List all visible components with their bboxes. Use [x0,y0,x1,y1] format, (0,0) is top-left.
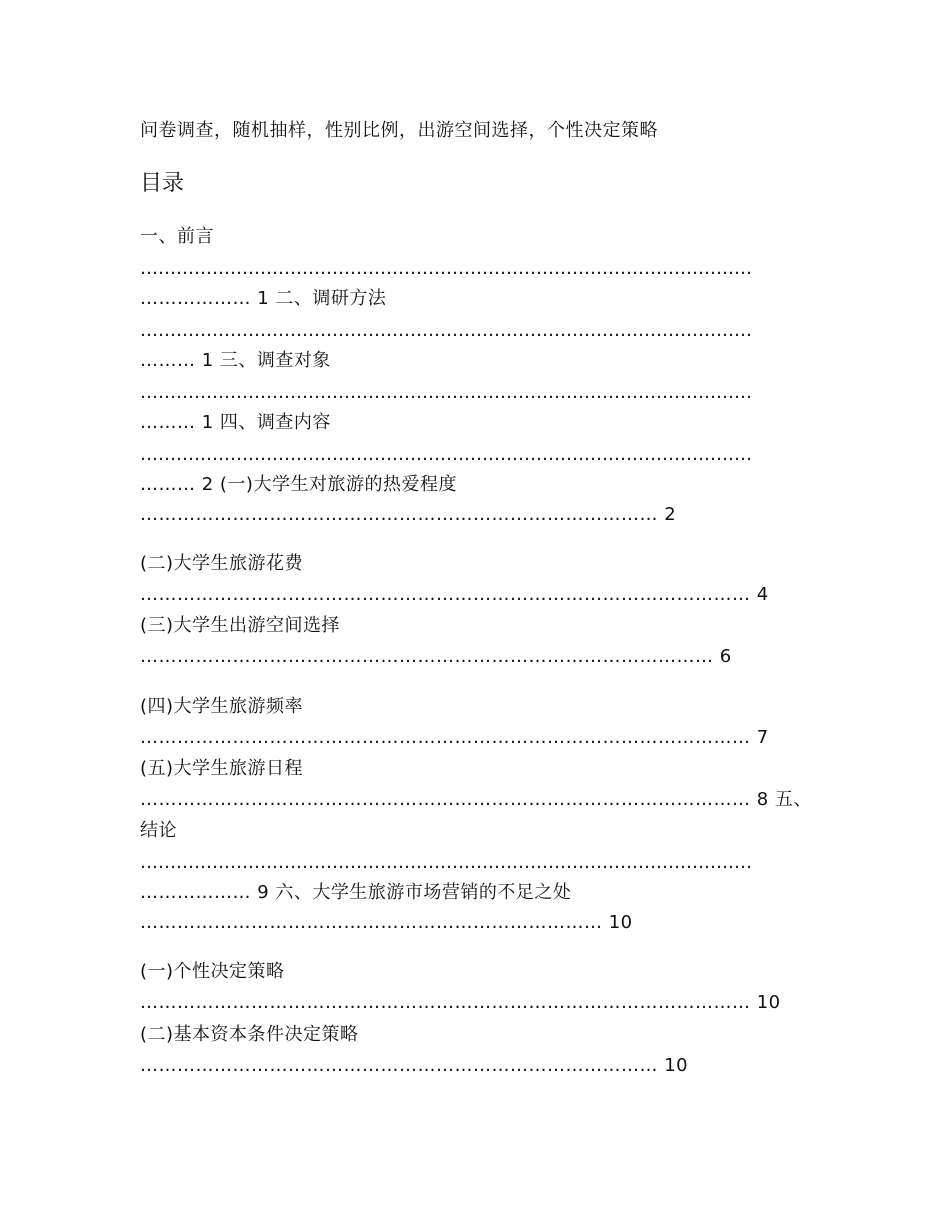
toc-entry-conclusion: 结论 [140,820,177,841]
toc-leader: ………………………………………………………………………………………… [140,320,752,341]
toc-leader: ………………………………………………………………………………………… [140,382,752,403]
toc-leader-page: ………………………………………………………………… 10 [140,912,633,933]
toc-leader-page: ……………………………………………………………………………………… 8 五、 [140,789,812,810]
toc-leader-page: ………………………………………………………………………… 2 [140,504,677,525]
toc-entry-schedule: (五)大学生旅游日程 [140,758,304,779]
toc-entry-space: (三)大学生出游空间选择 [140,615,341,636]
toc-leader: ………………………………………………………………………………………… [140,444,752,465]
toc-entry-personality: (一)个性决定策略 [140,961,285,982]
toc-entry-content: ……… 1 四、调查内容 [140,412,331,433]
toc-leader-page: ……………………………………………………………………………………… 4 [140,584,769,605]
toc-leader-page: ……………………………………………………………………………………… 7 [140,727,769,748]
toc-entry-preface: 一、前言 [140,226,214,247]
toc-leader: ………………………………………………………………………………………… [140,852,752,873]
toc-entry-capital: (二)基本资本条件决定策略 [140,1024,359,1045]
toc-entry-cost: (二)大学生旅游花费 [140,553,304,574]
toc-heading: 目录 [140,171,185,196]
toc-entry-subject: ……… 1 三、调查对象 [140,350,331,371]
toc-entry-method: ……………… 1 二、调研方法 [140,288,387,309]
toc-leader-page: ………………………………………………………………………… 10 [140,1055,689,1076]
keywords-line: 问卷调查，随机抽样，性别比例，出游空间选择，个性决定策略 [140,120,658,141]
toc-leader-page: ………………………………………………………………………………… 6 [140,646,732,667]
toc-entry-love: ……… 2 (一)大学生对旅游的热爱程度 [140,474,457,495]
toc-entry-marketing: ……………… 9 六、大学生旅游市场营销的不足之处 [140,882,572,903]
toc-leader: ………………………………………………………………………………………… [140,258,752,279]
toc-leader-page: ……………………………………………………………………………………… 10 [140,992,781,1013]
toc-entry-frequency: (四)大学生旅游频率 [140,696,304,717]
